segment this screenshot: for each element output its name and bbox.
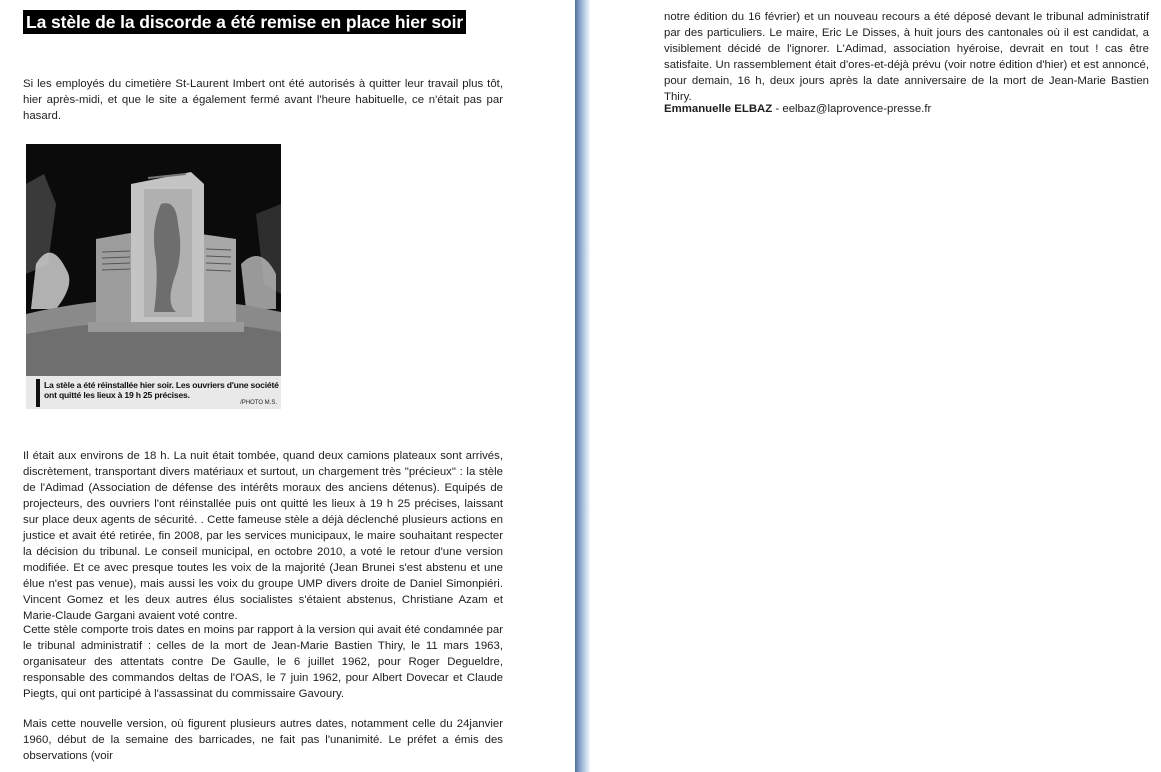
right-page: [590, 0, 1161, 772]
photo-credit: /PHOTO M.S.: [240, 400, 277, 406]
author-signature: [664, 101, 1144, 117]
author-separator: -: [772, 103, 783, 115]
body-paragraph-2: Cette stèle comporte trois dates en moins par rapport à la version qui avait été condamnée par le tribunal administratif : celles de la mort de Jean-Marie Bastien Thiry, le 11 mars 1963, organisateur des attentats contre De Gaulle, le 6 juillet 1962, pour Roger Degueldre, responsable des commandos deltas de l'OAS, le 7 juin 1962, pour Albert Dovecar et Claude Piegts, qui ont participé à l'assassinat du commissaire Gavoury.: [23, 624, 503, 700]
body-paragraph-3: Mais cette nouvelle version, où figurent plusieurs autres dates, notamment celle du 24janvier 1960, début de la semaine des barricades, ne fait pas l'unanimité. Le préfet a émis des observations (voir: [23, 718, 503, 762]
stele-photo-image: [26, 144, 281, 376]
caption-text: La stèle a été réinstallée hier soir. Les ouvriers d'une société ont quitté les lieux à 19 h 25 précises.: [44, 380, 279, 400]
left-page: [0, 0, 575, 772]
article-title: La stèle de la discorde a été remise en place hier soir: [23, 10, 466, 34]
caption-bar: [36, 379, 40, 407]
body-paragraph-1: Il était aux environs de 18 h. La nuit était tombée, quand deux camions plateaux sont arrivés, discrètement, transportant divers matériaux et surtout, un chargement très "précieux" : la stèle de l'Adimad (Association de défense des intérêts moraux des anciens détenus). Equipés de projecteurs, des ouvriers l'ont réinstallée puis ont quitté les lieux à 19 h 25 précises, laissant sur place deux agents de sécurité. . Cette fameuse stèle a déjà déclenché plusieurs actions en justice et avait été retirée, fin 2008, par les services municipaux, le maire souhaitant respecter la décision du tribunal. Le conseil municipal, en octobre 2010, a voté le retour d'une version modifiée. Et ce avec presque toutes les voix de la majorité (Jean Brunei s'est abstenu et une élue n'est pas venue), mais aussi les voix du groupe UMP divers droite de Daniel Simonpiéri. Vincent Gomez et les deux autres élus socialistes s'étaient abstenus, Christiane Azam et Marie-Claude Gargani avaient voté contre.: [23, 450, 503, 622]
author-name: Emmanuelle ELBAZ: [664, 103, 773, 115]
author-email[interactable]: eelbaz@laprovence-presse.fr: [782, 103, 932, 115]
photo-caption: [26, 376, 281, 409]
article-photo: [26, 144, 281, 409]
intro-paragraph: Si les employés du cimetière St-Laurent Imbert ont été autorisés à quitter leur travail plus tôt, hier après-midi, et que le site a également fermé avant l'heure habituelle, ce n'était pas par hasard.: [23, 78, 503, 122]
page-gutter: [575, 0, 590, 772]
continuation-paragraph: notre édition du 16 février) et un nouveau recours a été déposé devant le tribunal administratif par des particuliers. Le maire, Eric Le Disses, à huit jours des cantonales où il est candidat, a visiblement décidé de l'ignorer. L'Adimad, association hyéroise, devrait en tout ! cas être satisfaite. Un rassemblement était d'ores-et-déjà prévu (voir notre édition d'hier) et est annoncé, pour demain, 16 h, deux jours après la date anniversaire de la mort de Jean-Marie Bastien Thiry.: [664, 11, 1149, 103]
